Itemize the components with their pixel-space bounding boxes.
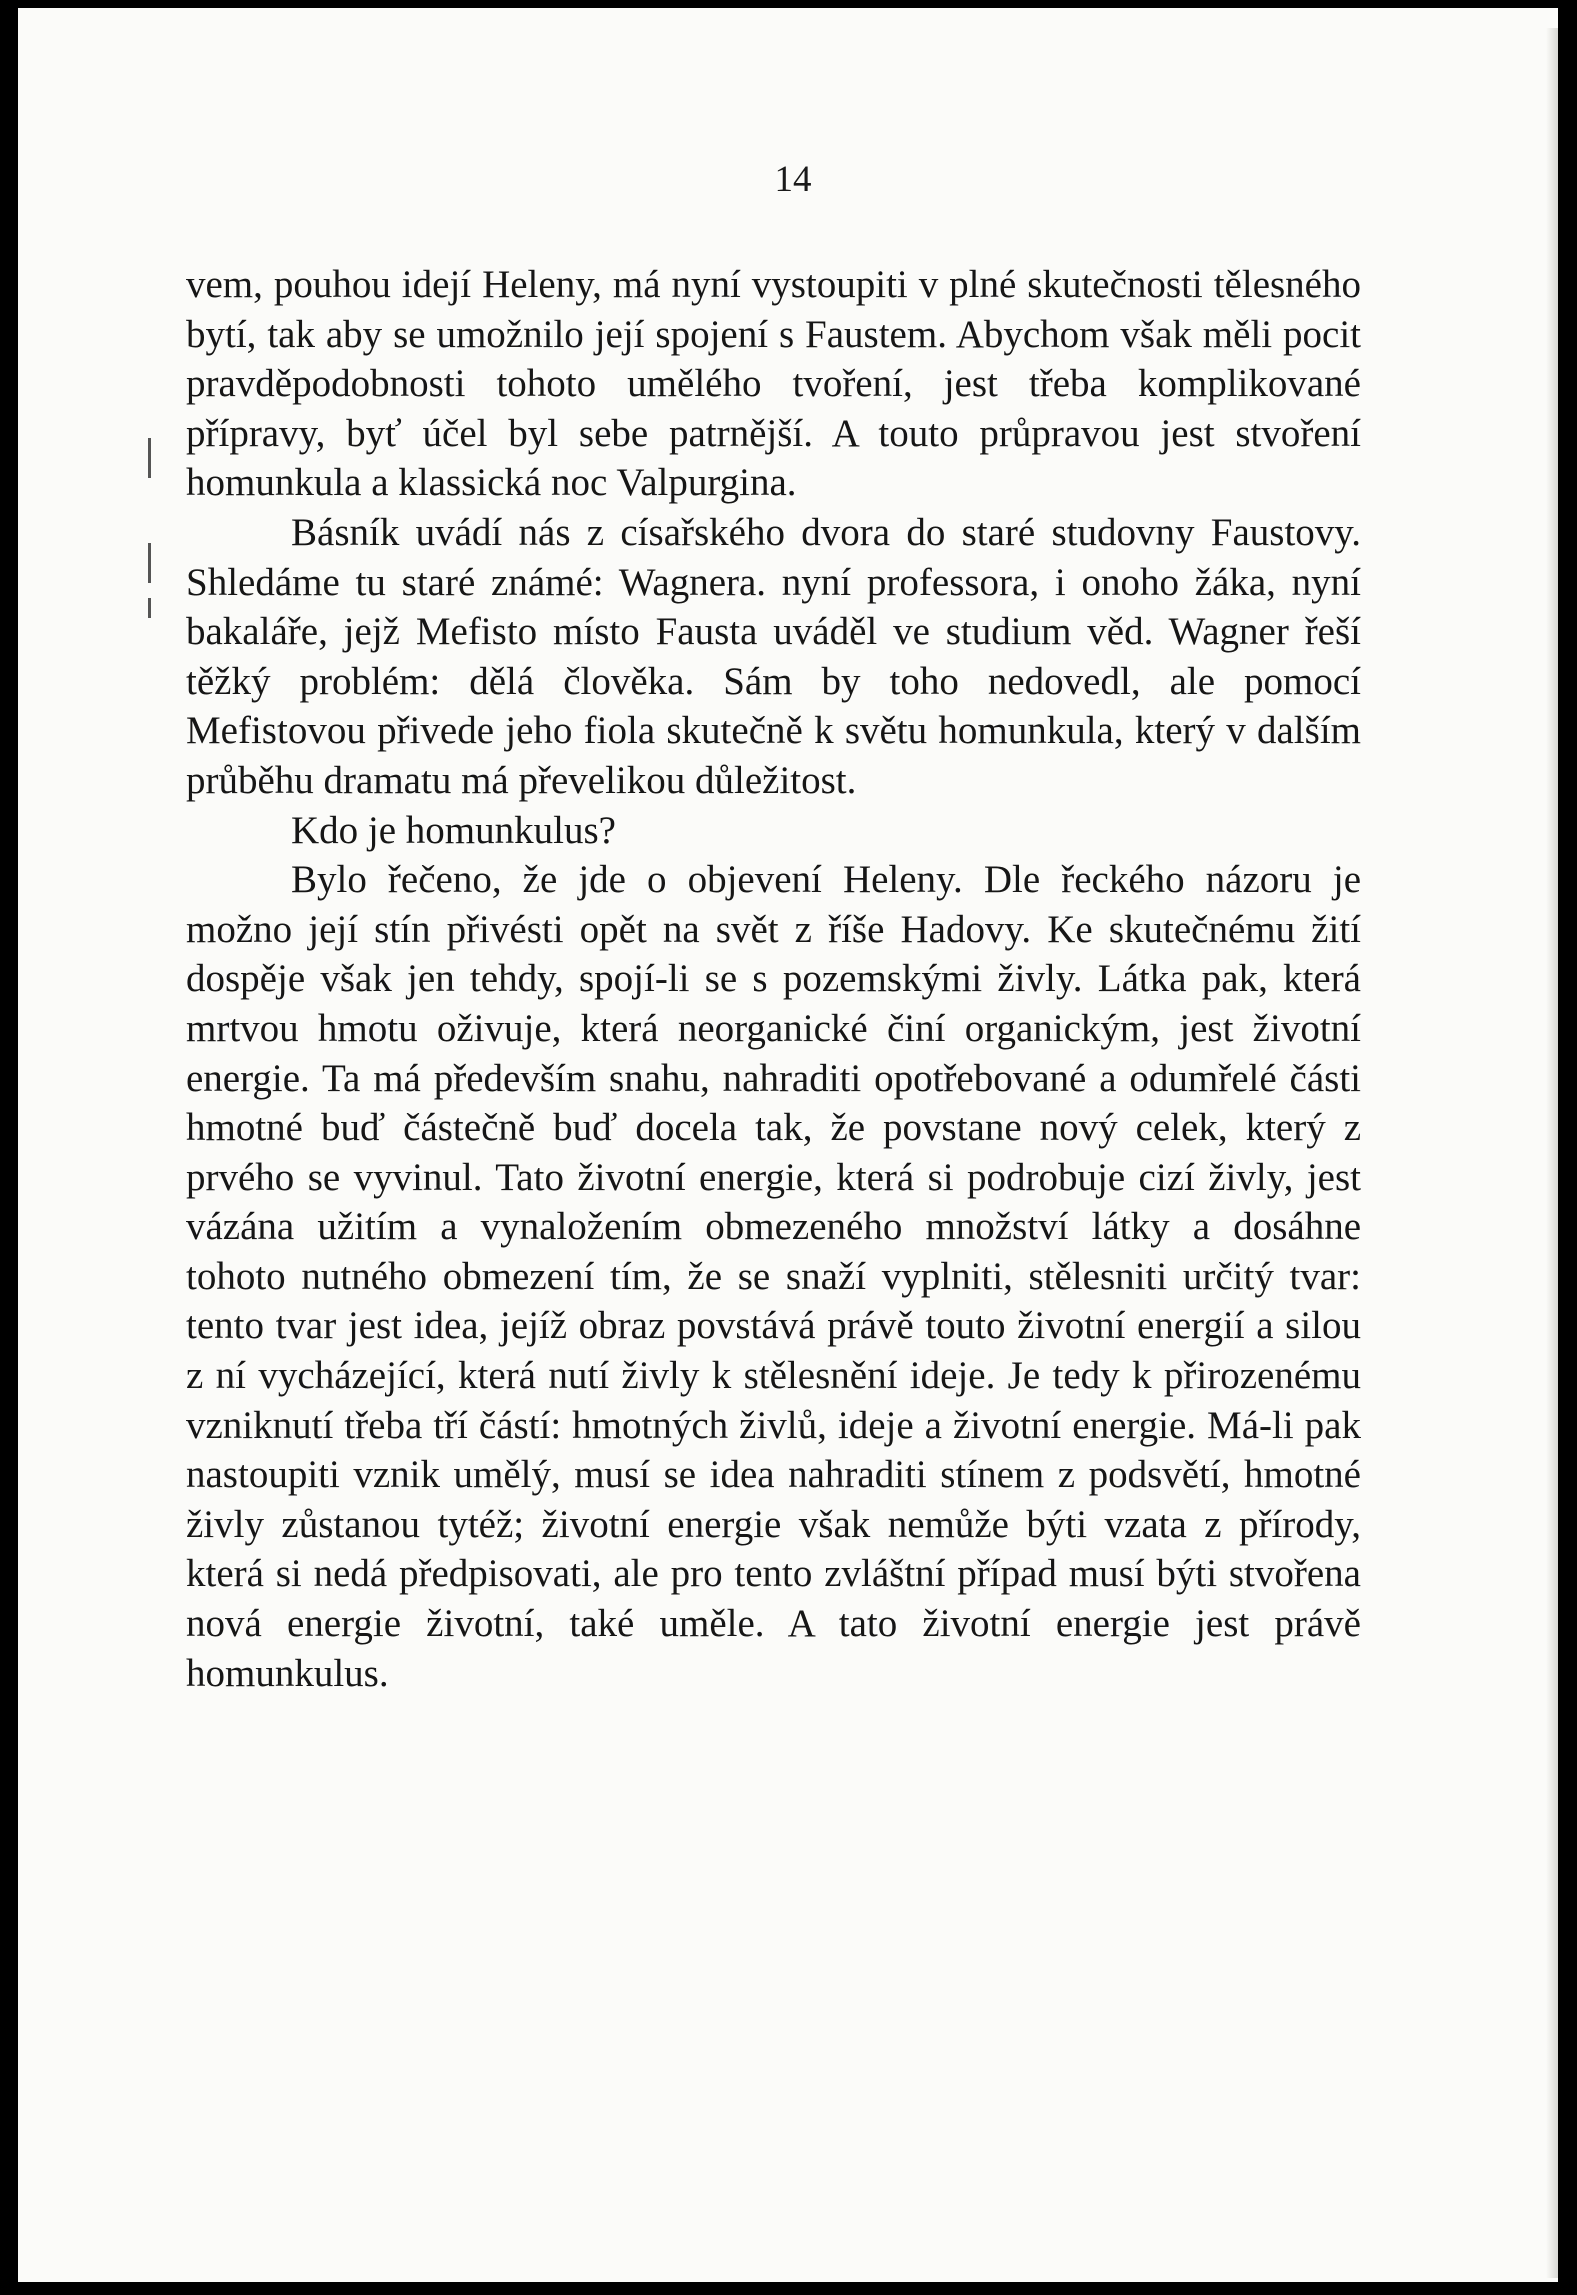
page-number bbox=[18, 158, 1558, 201]
margin-mark bbox=[148, 598, 151, 618]
paragraph-4: Bylo řečeno, že jde o objevení Heleny. Dle řeckého názoru je možno její stín přivésti opět na svět z říše Hadovy. Ke skutečnému žití dospěje však jen tehdy, spojí-li se s pozemskými živly. Látka pak, která mrtvou hmotu oživuje, která neorganické činí organickým, jest životní energie. Ta má především snahu, nahraditi opotřebované a odumřelé části hmotné buď částečně buď docela tak, že povstane nový celek, který z prvého se vyvinul. Tato životní energie, která si podrobuje cizí živly, jest vázána užitím a vynaložením obmezeného množství látky a dosáhne tohoto nutného obmezení tím, že se snaží vyplniti, stělesniti určitý tvar: tento tvar jest idea, jejíž obraz povstává právě touto životní energií a silou z ní vycházející, která nutí živly k stělesnění ideje. Je tedy k přirozenému vzniknutí třeba tří částí: hmotných živlů, ideje a životní energie. Má-li pak nastoupiti vznik umělý, musí se idea nahraditi stínem z podsvětí, hmotné živly zůstanou tytéž; životní energie však nemůže býti vzata z přírody, která si nedá předpisovati, ale pro tento zvláštní případ musí býti stvořena nová energie životní, také uměle. A tato životní energie jest právě homunkulus. bbox=[186, 858, 1361, 1695]
paragraph-2: Básník uvádí nás z císařského dvora do staré studovny Faustovy. Shledáme tu staré známé: Wagnera. nyní professora, i onoho žáka, nyní bakaláře, jejž Mefisto místo Fausta uváděl ve studium věd. Wagner řeší těžký problém: dělá člověka. Sám by toho nedovedl, ale pomocí Mefistovou přivede jeho fiola skutečně k světu homunkula, který v dalším průběhu dramatu má převelikou důležitost. bbox=[186, 510, 1361, 802]
margin-marks bbox=[148, 438, 152, 618]
page-edge-shadow bbox=[1546, 28, 1558, 2278]
margin-mark bbox=[148, 543, 151, 583]
body-text bbox=[186, 260, 1361, 1698]
page-number-text: 14 bbox=[774, 159, 812, 200]
paragraph-3: Kdo je homunkulus? bbox=[291, 808, 616, 852]
book-page bbox=[18, 8, 1558, 2282]
margin-mark bbox=[148, 438, 151, 478]
paragraph-1: vem, pouhou idejí Heleny, má nyní vystoupiti v plné skutečnosti tělesného bytí, tak aby se umožnilo její spojení s Faustem. Abychom však měli pocit pravděpodobnosti tohoto umělého tvoření, jest třeba komplikované přípravy, byť účel byl sebe patrnější. A touto průpravou jest stvoření homunkula a klassická noc Valpurgina. bbox=[186, 263, 1361, 505]
